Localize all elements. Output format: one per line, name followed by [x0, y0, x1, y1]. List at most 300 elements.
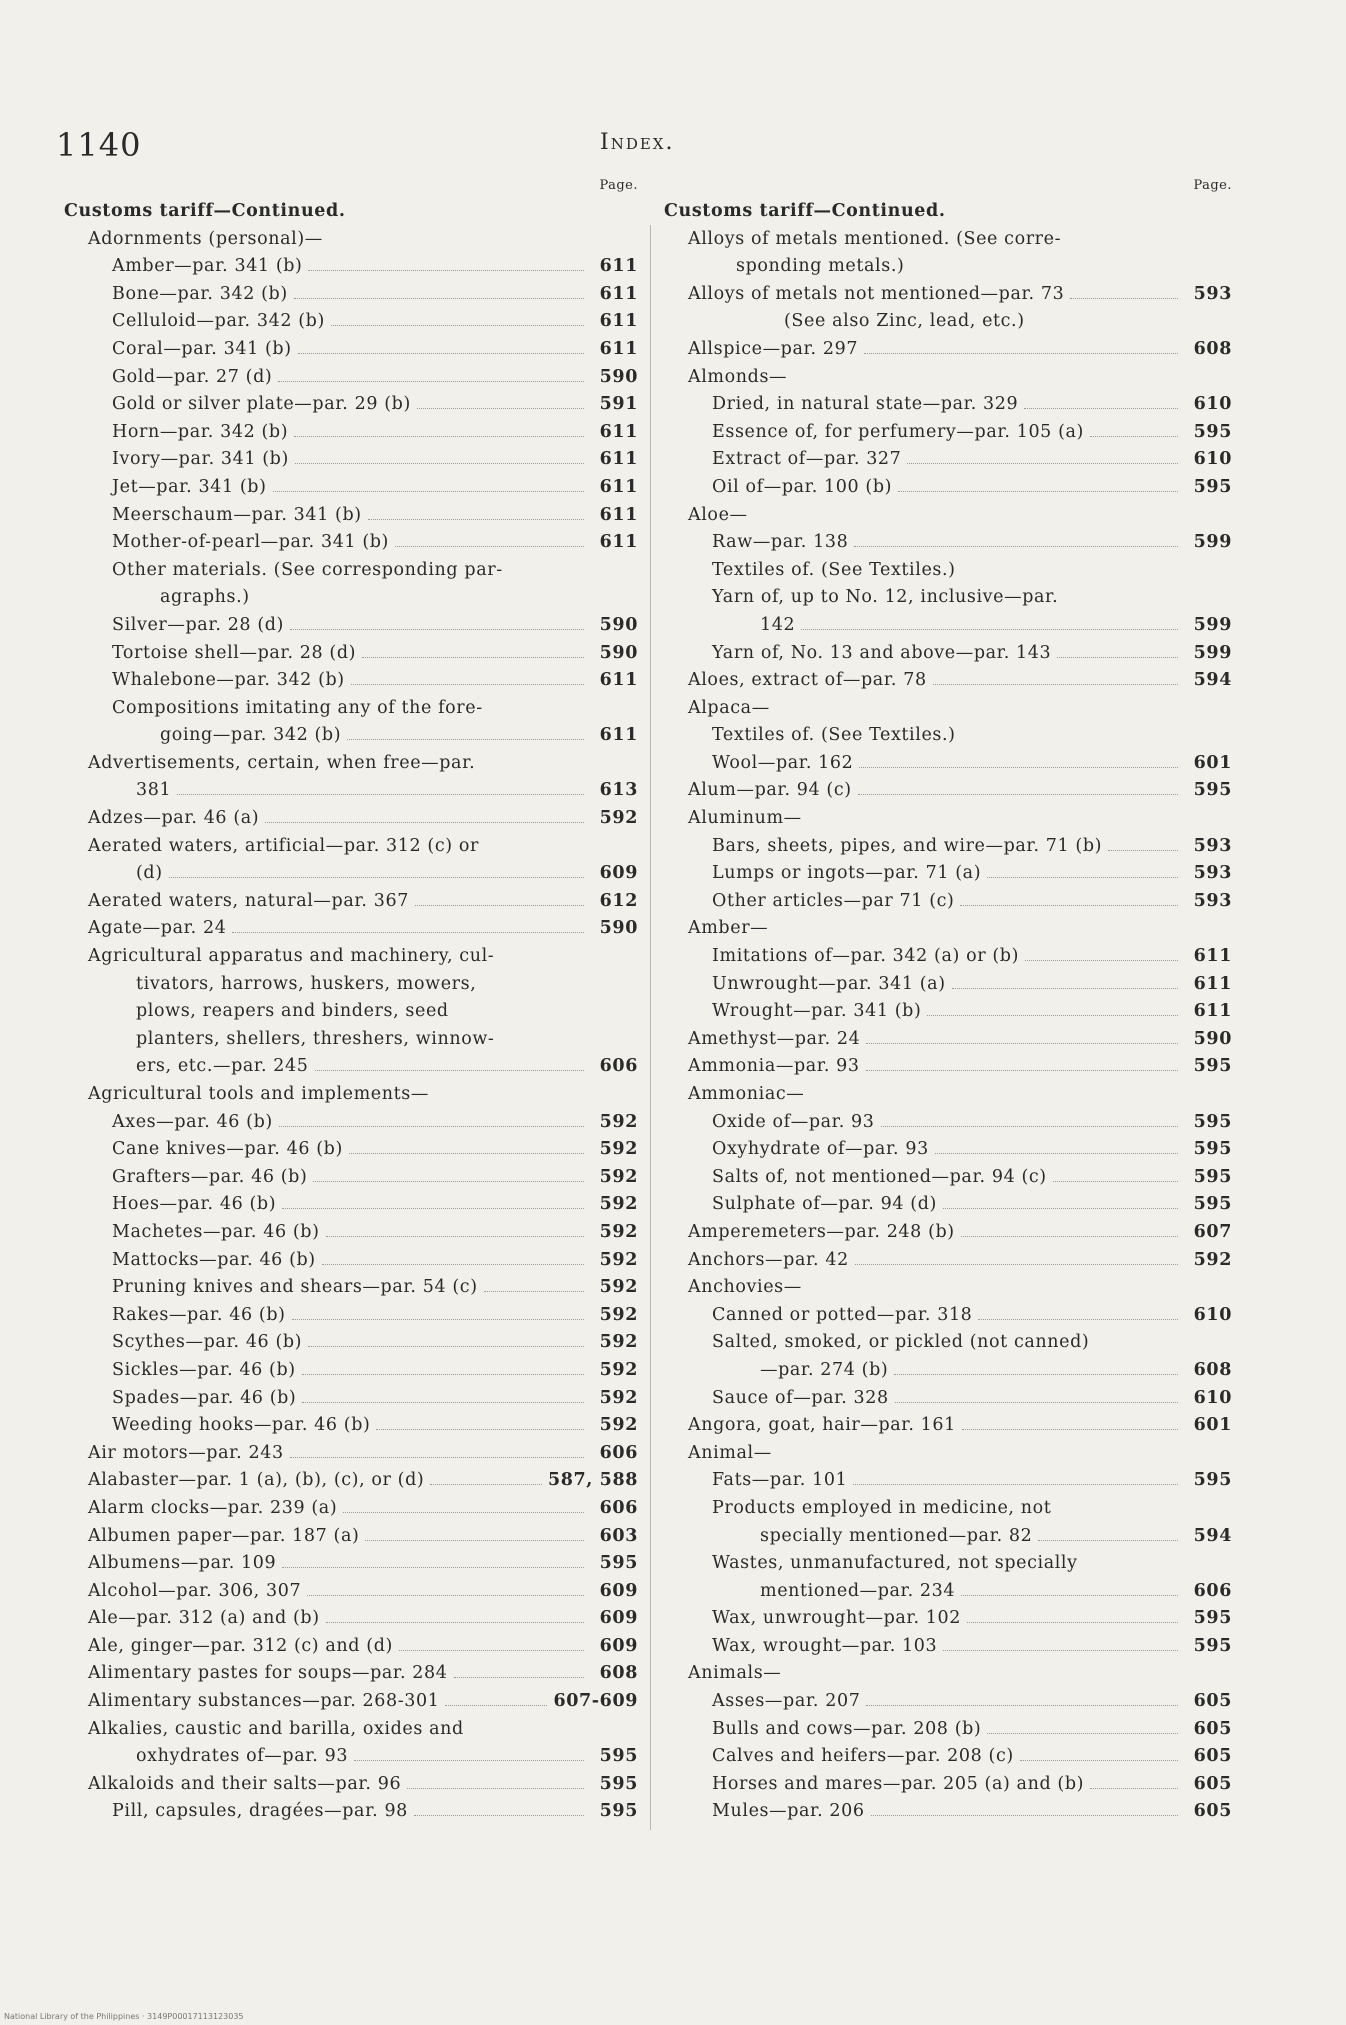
index-entry — [64, 1274, 638, 1302]
index-entry — [64, 1164, 638, 1192]
entry-page-number: 595 — [1193, 1470, 1232, 1491]
entry-page-number: 613 — [599, 780, 638, 801]
index-entry — [64, 281, 638, 309]
entry-text: 381 — [136, 780, 172, 801]
entry-text: Fats—par. 101 — [712, 1470, 848, 1491]
entry-text: Almonds— — [688, 366, 788, 387]
entry-text: Aloes, extract of—par. 78 — [688, 670, 927, 691]
index-entry — [664, 584, 1232, 612]
index-entry — [64, 1660, 638, 1688]
dot-leader — [853, 1476, 1178, 1485]
entry-page-number: 611 — [599, 311, 638, 332]
entry-text: Textiles of. (See Textiles.) — [712, 559, 956, 580]
page-column-heading: Page. — [1193, 178, 1232, 193]
index-entry — [664, 1136, 1232, 1164]
dot-leader — [273, 483, 584, 492]
index-entry — [664, 1578, 1232, 1606]
index-entry — [64, 805, 638, 833]
entry-text: Imitations of—par. 342 (a) or (b) — [712, 946, 1020, 967]
entry-page-number: 601 — [1193, 1415, 1232, 1436]
entry-text: Customs tariff—Continued. — [664, 201, 946, 221]
index-entry — [664, 1329, 1232, 1357]
entry-text: tivators, harrows, huskers, mowers, — [136, 973, 477, 994]
entry-page-number: 595 — [1193, 421, 1232, 442]
entry-text: (See also Zinc, lead, etc.) — [784, 311, 1025, 332]
dot-leader — [1057, 649, 1178, 658]
index-entry — [664, 1467, 1232, 1495]
dot-leader — [292, 1311, 584, 1320]
index-entry — [64, 557, 638, 585]
index-entry — [664, 998, 1232, 1026]
index-entry — [64, 1605, 638, 1633]
index-entry — [664, 1743, 1232, 1771]
dot-leader — [801, 621, 1178, 630]
index-entry — [64, 502, 638, 530]
entry-page-number: 592 — [1193, 1249, 1232, 1270]
entry-text: Extract of—par. 327 — [712, 449, 902, 470]
index-entry — [664, 667, 1232, 695]
entry-text: Horn—par. 342 (b) — [112, 421, 289, 442]
index-entry — [64, 640, 638, 668]
entry-text: Mother-of-pearl—par. 341 (b) — [112, 532, 389, 553]
entry-text: Other articles—par 71 (c) — [712, 890, 955, 911]
entry-text: Adzes—par. 46 (a) — [88, 808, 260, 829]
entry-text: Jet—par. 341 (b) — [112, 476, 267, 497]
page-title: Index. — [600, 130, 675, 155]
dot-leader — [1090, 1780, 1178, 1789]
index-entry — [64, 667, 638, 695]
index-entry — [64, 1633, 638, 1661]
dot-leader — [871, 1807, 1178, 1816]
dot-leader — [362, 649, 584, 658]
dot-leader — [1108, 842, 1178, 851]
index-entry — [64, 998, 638, 1026]
index-entry — [664, 1660, 1232, 1688]
entry-page-number: 594 — [1193, 670, 1232, 691]
index-entry — [64, 446, 638, 474]
dot-leader — [978, 1311, 1178, 1320]
entry-page-number: 611 — [599, 670, 638, 691]
dot-leader — [407, 1780, 584, 1789]
index-entry — [64, 612, 638, 640]
index-entry — [664, 253, 1232, 281]
index-entry — [664, 198, 1232, 226]
entry-page-number: 609 — [599, 863, 638, 884]
index-entry — [664, 1523, 1232, 1551]
dot-leader — [290, 621, 584, 630]
entry-page-number: 595 — [1193, 1111, 1232, 1132]
index-entry — [64, 529, 638, 557]
dot-leader — [395, 538, 584, 547]
entry-page-number: 592 — [599, 1194, 638, 1215]
index-entry — [664, 915, 1232, 943]
entry-text: Albumen paper—par. 187 (a) — [88, 1525, 360, 1546]
dot-leader — [881, 1118, 1178, 1127]
entry-text: Whalebone—par. 342 (b) — [112, 670, 345, 691]
dot-leader — [295, 455, 584, 464]
entry-text: agraphs.) — [160, 587, 250, 608]
dot-leader — [343, 1504, 584, 1513]
dot-leader — [308, 1338, 584, 1347]
dot-leader — [967, 1614, 1178, 1623]
entry-page-number: 606 — [599, 1056, 638, 1077]
entry-text: Spades—par. 46 (b) — [112, 1387, 297, 1408]
index-entries-left — [64, 198, 638, 1826]
dot-leader — [1070, 290, 1178, 299]
entry-text: Cane knives—par. 46 (b) — [112, 1139, 343, 1160]
entry-text: Axes—par. 46 (b) — [112, 1111, 273, 1132]
entry-page-number: 610 — [1193, 1387, 1232, 1408]
entry-page-number: 590 — [599, 918, 638, 939]
entry-text: Alcohol—par. 306, 307 — [88, 1580, 302, 1601]
index-entry — [64, 1109, 638, 1137]
dot-leader — [484, 1283, 584, 1292]
entry-text: Amber—par. 341 (b) — [112, 256, 303, 277]
dot-leader — [907, 455, 1178, 464]
index-entry — [664, 364, 1232, 392]
dot-leader — [302, 1366, 584, 1375]
entry-page-number: 611 — [599, 449, 638, 470]
entry-text: Adornments (personal)— — [88, 228, 323, 249]
entry-page-number: 609 — [599, 1635, 638, 1656]
entry-text: specially mentioned—par. 82 — [760, 1525, 1033, 1546]
entry-text: Ivory—par. 341 (b) — [112, 449, 289, 470]
dot-leader — [365, 1532, 584, 1541]
index-entry — [64, 1136, 638, 1164]
dot-leader — [935, 1145, 1178, 1154]
index-entry — [664, 612, 1232, 640]
dot-leader — [298, 345, 584, 354]
entry-text: Essence of, for perfumery—par. 105 (a) — [712, 421, 1084, 442]
entry-text: Aerated waters, natural—par. 367 — [88, 890, 409, 911]
index-entry — [64, 1329, 638, 1357]
dot-leader — [858, 786, 1178, 795]
dot-leader — [987, 869, 1178, 878]
dot-leader — [960, 897, 1178, 906]
entry-page-number: 609 — [599, 1580, 638, 1601]
dot-leader — [326, 1228, 584, 1237]
index-entry — [64, 584, 638, 612]
entry-page-number: 612 — [599, 890, 638, 911]
entry-text: Gold—par. 27 (d) — [112, 366, 273, 387]
index-entry — [664, 971, 1232, 999]
dot-leader — [351, 676, 584, 685]
entry-text: Oil of—par. 100 (b) — [712, 476, 893, 497]
entry-text: Aloe— — [688, 504, 748, 525]
dot-leader — [349, 1145, 584, 1154]
entry-page-number: 590 — [599, 642, 638, 663]
index-entry — [64, 943, 638, 971]
entry-text: Weeding hooks—par. 46 (b) — [112, 1415, 371, 1436]
index-entry — [64, 1550, 638, 1578]
page-number: 1140 — [56, 126, 142, 164]
index-entry — [664, 640, 1232, 668]
index-entry — [664, 1081, 1232, 1109]
dot-leader — [895, 1394, 1178, 1403]
dot-leader — [866, 1062, 1178, 1071]
index-entry — [664, 777, 1232, 805]
index-entry — [664, 446, 1232, 474]
index-entry — [664, 502, 1232, 530]
entry-text: Hoes—par. 46 (b) — [112, 1194, 277, 1215]
entry-page-number: 599 — [1193, 532, 1232, 553]
index-entry — [664, 1798, 1232, 1826]
index-entries-right — [664, 198, 1232, 1826]
dot-leader — [1053, 1173, 1178, 1182]
entry-text: mentioned—par. 234 — [760, 1580, 956, 1601]
entry-page-number: 608 — [1193, 1359, 1232, 1380]
index-entry — [664, 750, 1232, 778]
index-entry — [64, 1412, 638, 1440]
entry-text: Asses—par. 207 — [712, 1691, 861, 1712]
dot-leader — [294, 290, 584, 299]
dot-leader — [307, 1587, 584, 1596]
entry-page-number: 611 — [599, 421, 638, 442]
dot-leader — [894, 1366, 1178, 1375]
index-entry — [664, 1771, 1232, 1799]
entry-page-number: 607-609 — [553, 1691, 638, 1712]
index-entry — [664, 529, 1232, 557]
dot-leader — [169, 869, 584, 878]
index-entry — [664, 308, 1232, 336]
entry-text: Ale—par. 312 (a) and (b) — [88, 1608, 320, 1629]
entry-text: —par. 274 (b) — [760, 1359, 889, 1380]
index-entry — [664, 1302, 1232, 1330]
entry-page-number: 606 — [599, 1497, 638, 1518]
dot-leader — [866, 1035, 1178, 1044]
entry-page-number: 593 — [1193, 863, 1232, 884]
dot-leader — [1025, 952, 1178, 961]
entry-text: Other materials. (See corresponding par- — [112, 559, 503, 580]
entry-page-number: 590 — [1193, 1028, 1232, 1049]
dot-leader — [415, 897, 584, 906]
column-divider — [650, 225, 651, 1830]
index-entry — [64, 336, 638, 364]
entry-page-number: 595 — [1193, 1194, 1232, 1215]
entry-text: Anchors—par. 42 — [688, 1249, 849, 1270]
index-entry — [64, 1743, 638, 1771]
entry-page-number: 592 — [599, 1139, 638, 1160]
dot-leader — [265, 814, 584, 823]
entry-text: Alpaca— — [688, 697, 770, 718]
entry-page-number: 595 — [599, 1746, 638, 1767]
entry-text: Pill, capsules, dragées—par. 98 — [112, 1801, 408, 1822]
entry-text: Air motors—par. 243 — [88, 1442, 284, 1463]
entry-page-number: 608 — [1193, 338, 1232, 359]
dot-leader — [399, 1642, 584, 1651]
entry-page-number: 593 — [1193, 283, 1232, 304]
index-entry — [664, 474, 1232, 502]
entry-page-number: 610 — [1193, 394, 1232, 415]
entry-page-number: 592 — [599, 1359, 638, 1380]
index-entry — [664, 695, 1232, 723]
entry-text: Mattocks—par. 46 (b) — [112, 1249, 316, 1270]
entry-text: Aluminum— — [688, 808, 802, 829]
dot-leader — [1020, 1752, 1178, 1761]
dot-leader — [430, 1476, 542, 1485]
entry-text: Unwrought—par. 341 (a) — [712, 973, 946, 994]
entry-text: oxhydrates of—par. 93 — [136, 1746, 349, 1767]
entry-text: Salts of, not mentioned—par. 94 (c) — [712, 1166, 1047, 1187]
entry-page-number: 611 — [599, 283, 638, 304]
entry-page-number: 611 — [1193, 973, 1232, 994]
entry-page-number: 595 — [1193, 1166, 1232, 1187]
dot-leader — [414, 1807, 584, 1816]
entry-page-number: 595 — [1193, 1608, 1232, 1629]
dot-leader — [445, 1697, 547, 1706]
entry-page-number: 595 — [599, 1773, 638, 1794]
index-entry — [664, 1688, 1232, 1716]
index-entry — [64, 1357, 638, 1385]
entry-text: Alarm clocks—par. 239 (a) — [88, 1497, 338, 1518]
dot-leader — [952, 980, 1178, 989]
entry-page-number: 609 — [599, 1608, 638, 1629]
dot-leader — [962, 1421, 1178, 1430]
dot-leader — [326, 1614, 584, 1623]
entry-page-number: 606 — [1193, 1580, 1232, 1601]
entry-text: Salted, smoked, or pickled (not canned) — [712, 1332, 1090, 1353]
index-entry — [664, 391, 1232, 419]
index-entry — [64, 1578, 638, 1606]
entry-page-number: 592 — [599, 1415, 638, 1436]
footer-credit: National Library of the Philippines · 3149P00017113123035 — [4, 2012, 244, 2021]
index-entry — [64, 1495, 638, 1523]
dot-leader — [315, 1062, 585, 1071]
entry-text: Alloys of metals mentioned. (See corre- — [688, 228, 1062, 249]
entry-text: Compositions imitating any of the fore- — [112, 697, 483, 718]
entry-text: Allspice—par. 297 — [688, 338, 859, 359]
index-entry — [664, 1109, 1232, 1137]
entry-text: Yarn of, No. 13 and above—par. 143 — [712, 642, 1052, 663]
dot-leader — [943, 1200, 1178, 1209]
entry-text: ers, etc.—par. 245 — [136, 1056, 309, 1077]
dot-leader — [855, 1256, 1178, 1265]
index-entry — [664, 1716, 1232, 1744]
index-entry — [64, 419, 638, 447]
index-entry — [664, 1026, 1232, 1054]
entry-page-number: 599 — [1193, 642, 1232, 663]
dot-leader — [898, 483, 1178, 492]
entry-text: Alimentary substances—par. 268-301 — [88, 1691, 440, 1712]
dot-leader — [302, 1394, 584, 1403]
entry-text: Ale, ginger—par. 312 (c) and (d) — [88, 1635, 393, 1656]
index-entry — [664, 1385, 1232, 1413]
entry-page-number: 592 — [599, 1277, 638, 1298]
entry-text: Yarn of, up to No. 12, inclusive—par. — [712, 587, 1059, 608]
entry-text: planters, shellers, threshers, winnow- — [136, 1028, 495, 1049]
index-entry — [664, 1164, 1232, 1192]
entry-text: Lumps or ingots—par. 71 (a) — [712, 863, 982, 884]
entry-text: Textiles of. (See Textiles.) — [712, 725, 956, 746]
entry-text: Amperemeters—par. 248 (b) — [688, 1221, 955, 1242]
entry-page-number: 592 — [599, 1166, 638, 1187]
entry-page-number: 605 — [1193, 1746, 1232, 1767]
dot-leader — [961, 1587, 1178, 1596]
entry-text: Alloys of metals not mentioned—par. 73 — [688, 283, 1065, 304]
dot-leader — [232, 924, 584, 933]
entry-text: Calves and heifers—par. 208 (c) — [712, 1746, 1014, 1767]
index-entry — [64, 833, 638, 861]
index-entry — [64, 1053, 638, 1081]
index-entry — [64, 915, 638, 943]
entry-text: Silver—par. 28 (d) — [112, 614, 284, 635]
entry-text: Animals— — [688, 1663, 782, 1684]
entry-text: Horses and mares—par. 205 (a) and (b) — [712, 1773, 1085, 1794]
entry-page-number: 595 — [599, 1801, 638, 1822]
entry-text: Wastes, unmanufactured, not specially — [712, 1553, 1078, 1574]
index-entry — [664, 805, 1232, 833]
entry-text: Canned or potted—par. 318 — [712, 1304, 973, 1325]
entry-page-number: 599 — [1193, 614, 1232, 635]
index-entry — [664, 557, 1232, 585]
index-entry — [64, 391, 638, 419]
entry-page-number: 595 — [1193, 1056, 1232, 1077]
entry-text: Sulphate of—par. 94 (d) — [712, 1194, 937, 1215]
index-entry — [64, 1385, 638, 1413]
dot-leader — [322, 1256, 584, 1265]
index-entry — [64, 1440, 638, 1468]
dot-leader — [1024, 400, 1178, 409]
index-entry — [64, 1771, 638, 1799]
entry-text: Tortoise shell—par. 28 (d) — [112, 642, 357, 663]
entry-text: Grafters—par. 46 (b) — [112, 1166, 308, 1187]
entry-text: Rakes—par. 46 (b) — [112, 1304, 286, 1325]
entry-text: Meerschaum—par. 341 (b) — [112, 504, 362, 525]
dot-leader — [943, 1642, 1178, 1651]
entry-page-number: 587, 588 — [547, 1470, 638, 1491]
entry-text: Animal— — [688, 1442, 772, 1463]
dot-leader — [368, 511, 584, 520]
entry-page-number: 611 — [1193, 946, 1232, 967]
entry-text: Alimentary pastes for soups—par. 284 — [88, 1663, 448, 1684]
entry-text: sponding metals.) — [736, 256, 905, 277]
entry-text: Advertisements, certain, when free—par. — [88, 752, 476, 773]
index-entry — [64, 474, 638, 502]
entry-page-number: 590 — [599, 614, 638, 635]
dot-leader — [278, 373, 584, 382]
entry-text: Oxyhydrate of—par. 93 — [712, 1139, 929, 1160]
index-entry — [64, 722, 638, 750]
entry-page-number: 592 — [599, 808, 638, 829]
entry-page-number: 592 — [599, 1387, 638, 1408]
dot-leader — [308, 262, 584, 271]
entry-text: Raw—par. 138 — [712, 532, 849, 553]
entry-text: Ammoniac— — [688, 1084, 805, 1104]
index-entry — [664, 722, 1232, 750]
entry-page-number: 593 — [1193, 835, 1232, 856]
entry-text: Mules—par. 206 — [712, 1801, 865, 1822]
index-entry — [64, 860, 638, 888]
entry-text: Amber— — [688, 918, 769, 939]
entry-text: Wax, unwrought—par. 102 — [712, 1608, 961, 1629]
entry-page-number: 605 — [1193, 1801, 1232, 1822]
index-entry — [664, 1605, 1232, 1633]
index-entry — [664, 833, 1232, 861]
dot-leader — [376, 1421, 584, 1430]
entry-text: Pruning knives and shears—par. 54 (c) — [112, 1277, 478, 1298]
index-entry — [64, 1026, 638, 1054]
entry-page-number: 611 — [599, 504, 638, 525]
entry-text: plows, reapers and binders, seed — [136, 1001, 449, 1022]
index-entry — [664, 1274, 1232, 1302]
entry-text: Wool—par. 162 — [712, 752, 854, 773]
dot-leader — [864, 345, 1178, 354]
entry-page-number: 591 — [599, 394, 638, 415]
dot-leader — [866, 1697, 1178, 1706]
index-entry — [64, 1688, 638, 1716]
entry-text: (d) — [136, 863, 163, 884]
dot-leader — [282, 1200, 584, 1209]
